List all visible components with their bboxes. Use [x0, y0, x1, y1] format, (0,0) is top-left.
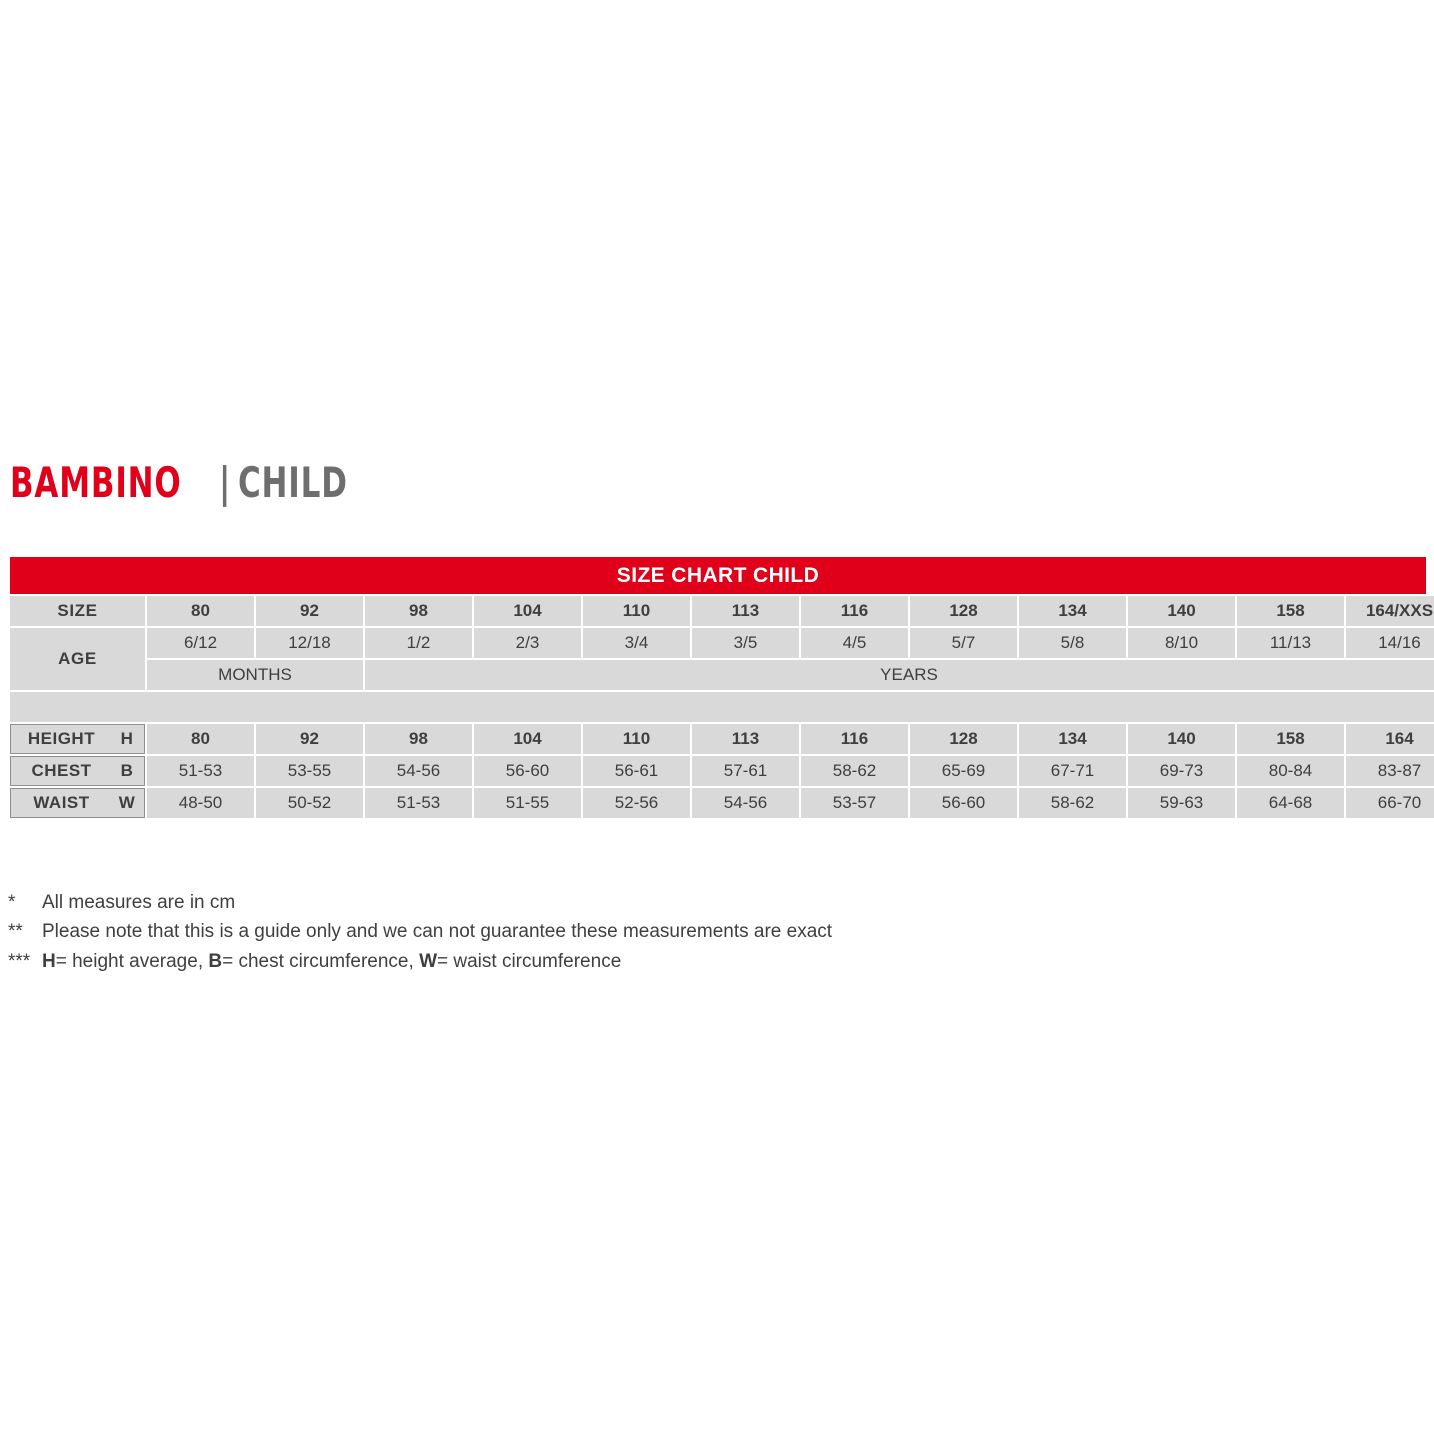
page-title-primary: BAMBINO	[10, 458, 182, 507]
cell-age: 12/18	[256, 628, 363, 658]
table-row-age	[10, 628, 1434, 658]
note-text: H= height average, B= chest circumference, W= waist circumference	[42, 950, 622, 972]
measurements-table	[8, 594, 1434, 820]
cell-age: 6/12	[147, 628, 254, 658]
cell-chest: 56-60	[474, 756, 581, 786]
row-label-waist	[10, 788, 145, 818]
cell-chest: 51-53	[147, 756, 254, 786]
notes-block	[8, 888, 832, 976]
cell-waist: 51-53	[365, 788, 472, 818]
note-item	[8, 888, 832, 917]
note-item	[8, 917, 832, 946]
cell-age: 8/10	[1128, 628, 1235, 658]
cell-size: 113	[692, 596, 799, 626]
row-label-height-text: HEIGHT	[27, 729, 96, 748]
cell-waist: 56-60	[910, 788, 1017, 818]
table-row-waist	[10, 788, 1434, 818]
note-item	[8, 947, 832, 976]
cell-age-unit-years: YEARS	[365, 660, 1434, 690]
row-label-chest	[10, 756, 145, 786]
cell-age: 3/4	[583, 628, 690, 658]
cell-chest: 65-69	[910, 756, 1017, 786]
cell-age: 5/8	[1019, 628, 1126, 658]
cell-size: 140	[1128, 596, 1235, 626]
cell-waist: 54-56	[692, 788, 799, 818]
cell-chest: 56-61	[583, 756, 690, 786]
cell-waist: 48-50	[147, 788, 254, 818]
cell-waist: 52-56	[583, 788, 690, 818]
cell-waist: 53-57	[801, 788, 908, 818]
note-marker: *	[8, 892, 16, 913]
cell-chest: 83-87	[1346, 756, 1434, 786]
cell-chest: 58-62	[801, 756, 908, 786]
page-title-separator: |	[219, 458, 232, 507]
cell-size: 164/XXS	[1346, 596, 1434, 626]
cell-size: 104	[474, 596, 581, 626]
cell-waist: 50-52	[256, 788, 363, 818]
note-text: Please note that this is a guide only and we can not guarantee these measurements are exact	[42, 921, 833, 943]
page-title	[10, 458, 372, 507]
row-label-height	[10, 724, 145, 754]
row-label-chest-text: CHEST	[31, 761, 92, 780]
cell-age: 11/13	[1237, 628, 1344, 658]
cell-age: 1/2	[365, 628, 472, 658]
row-label-age: AGE	[10, 628, 145, 690]
cell-age: 2/3	[474, 628, 581, 658]
cell-age: 14/16	[1346, 628, 1434, 658]
cell-size: 128	[910, 596, 1017, 626]
cell-chest: 80-84	[1237, 756, 1344, 786]
cell-height: 134	[1019, 724, 1126, 754]
row-code-height: H	[120, 729, 134, 748]
cell-height: 104	[474, 724, 581, 754]
table-row-chest	[10, 756, 1434, 786]
table-spacer	[10, 692, 1434, 722]
table-row-size	[10, 596, 1434, 626]
cell-chest: 53-55	[256, 756, 363, 786]
row-label-waist-text: WAIST	[33, 793, 90, 812]
cell-chest: 67-71	[1019, 756, 1126, 786]
note-marker: **	[8, 921, 23, 943]
cell-age-unit-months: MONTHS	[147, 660, 363, 690]
cell-height: 113	[692, 724, 799, 754]
cell-height: 164	[1346, 724, 1434, 754]
cell-waist: 51-55	[474, 788, 581, 818]
cell-height: 110	[583, 724, 690, 754]
table-row-age-units	[10, 660, 1434, 690]
cell-height: 116	[801, 724, 908, 754]
table-row-height	[10, 724, 1434, 754]
cell-age: 5/7	[910, 628, 1017, 658]
chart-banner: SIZE CHART CHILD	[10, 557, 1426, 594]
cell-size: 158	[1237, 596, 1344, 626]
cell-chest: 54-56	[365, 756, 472, 786]
cell-waist: 59-63	[1128, 788, 1235, 818]
cell-size: 116	[801, 596, 908, 626]
cell-chest: 69-73	[1128, 756, 1235, 786]
cell-age: 3/5	[692, 628, 799, 658]
cell-waist: 64-68	[1237, 788, 1344, 818]
cell-size: 110	[583, 596, 690, 626]
note-marker: ***	[8, 950, 31, 972]
cell-size: 92	[256, 596, 363, 626]
cell-waist: 58-62	[1019, 788, 1126, 818]
row-label-size: SIZE	[10, 596, 145, 626]
cell-height: 140	[1128, 724, 1235, 754]
cell-height: 158	[1237, 724, 1344, 754]
cell-size: 80	[147, 596, 254, 626]
note-text: All measures are in cm	[42, 892, 236, 913]
cell-waist: 66-70	[1346, 788, 1434, 818]
row-code-waist: W	[118, 793, 136, 812]
size-chart-table	[10, 557, 1434, 820]
cell-age: 4/5	[801, 628, 908, 658]
cell-size: 98	[365, 596, 472, 626]
cell-size: 134	[1019, 596, 1126, 626]
cell-height: 98	[365, 724, 472, 754]
row-code-chest: B	[120, 761, 134, 780]
cell-chest: 57-61	[692, 756, 799, 786]
page-title-secondary: CHILD	[238, 458, 348, 507]
cell-height: 92	[256, 724, 363, 754]
cell-height: 128	[910, 724, 1017, 754]
cell-height: 80	[147, 724, 254, 754]
